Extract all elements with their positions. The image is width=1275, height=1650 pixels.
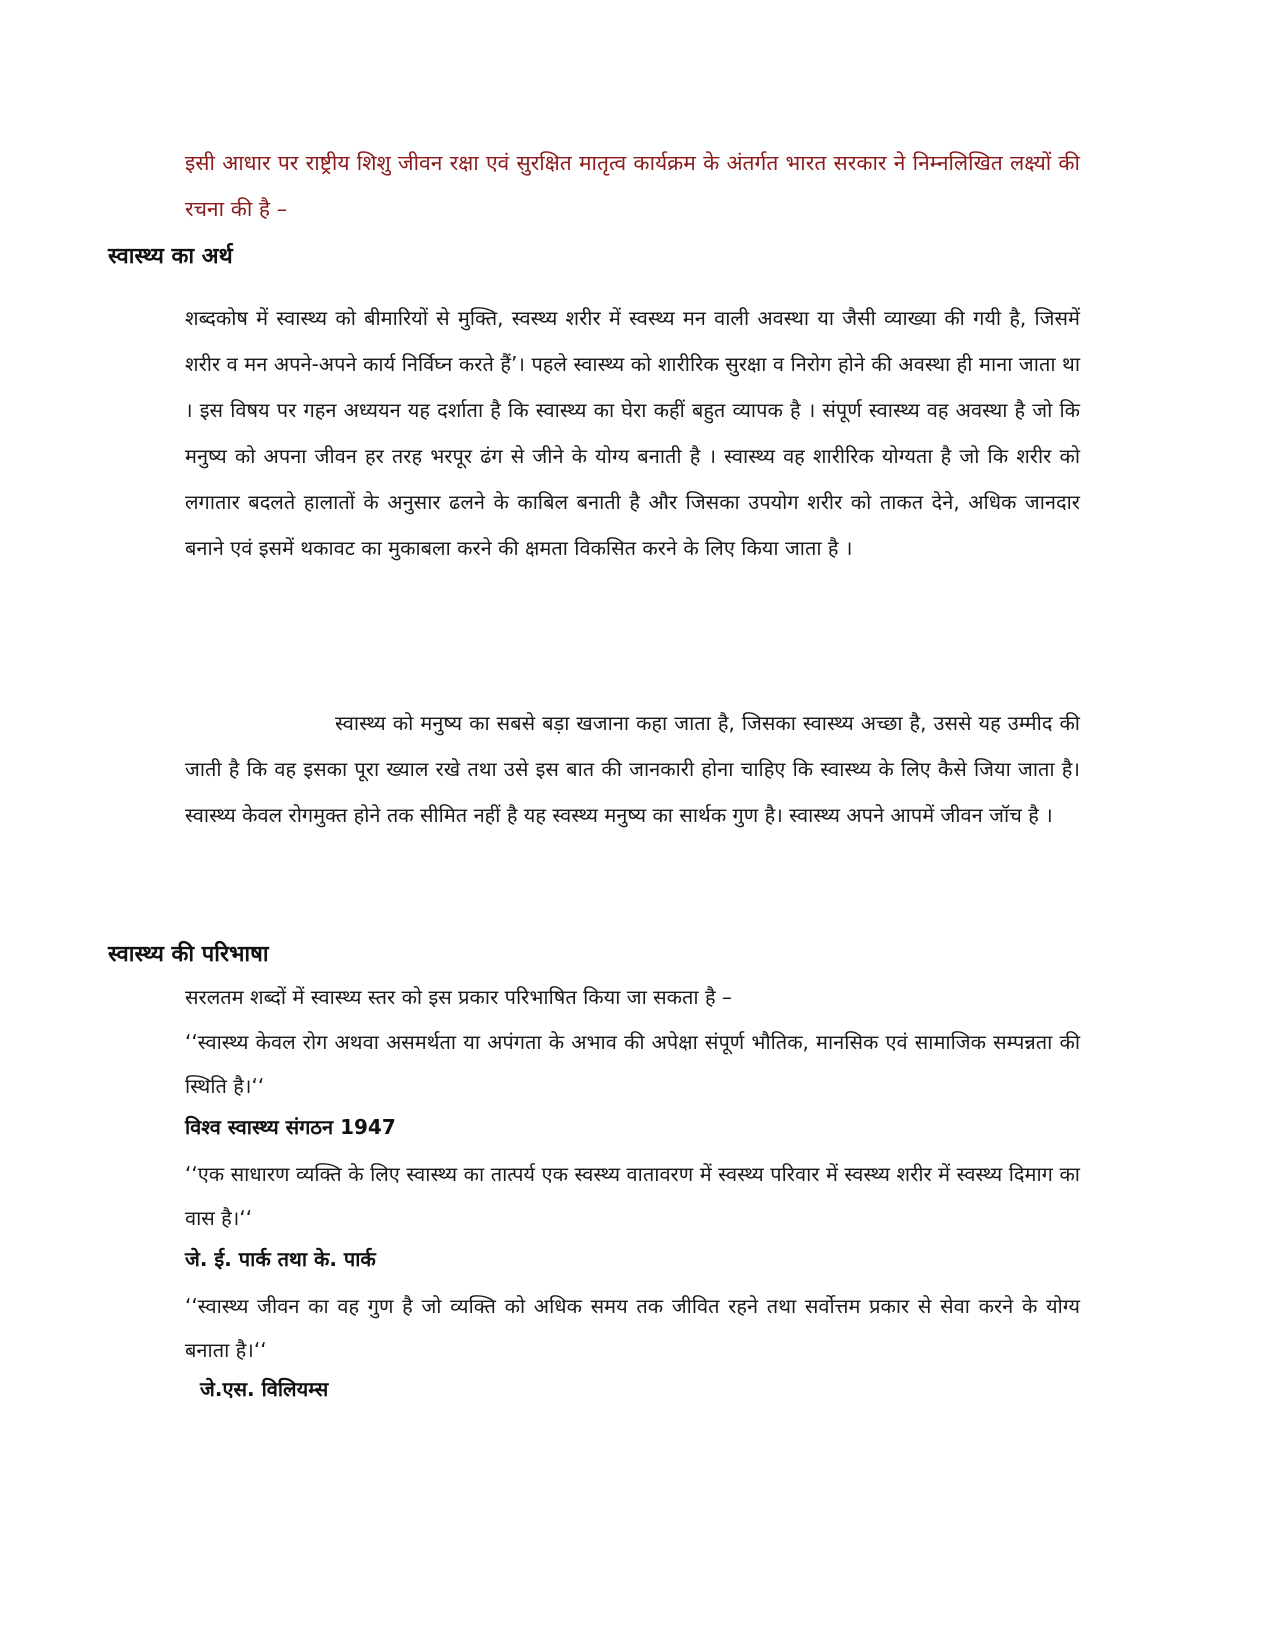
definition-lead: सरलतम शब्दों में स्वास्थ्य स्तर को इस प्रकार परिभाषित किया जा सकता है – xyxy=(185,985,732,1009)
quote-attribution-2: जे. ई. पार्क तथा के. पार्क xyxy=(185,1247,376,1271)
section-heading-meaning: स्वास्थ्य का अर्थ xyxy=(108,244,233,269)
definition-quote-3: ‘‘स्वास्थ्य जीवन का वह गुण है जो व्यक्ति को अधिक समय तक जीवित रहने तथा सर्वोत्तम प्रकार से सेवा करने के योग्य बनाता है।‘‘ xyxy=(185,1294,1080,1362)
definition-quote-1: ‘‘स्वास्थ्य केवल रोग अथवा असमर्थता या अपंगता के अभाव की अपेक्षा संपूर्ण भौतिक, मानसिक एवं सामाजिक सम्पन्नता की स्थिति है।‘‘ xyxy=(185,1030,1080,1098)
meaning-paragraph-1: शब्दकोष में स्वास्थ्य को बीमारियों से मुक्ति, स्वस्थ्य शरीर में स्वस्थ्य मन वाली अवस्था या जैसी व्याख्या की गयी है, जिसमें शरीर व मन अपने-अपने कार्य निर्विघ्न करते हैं’। पहले स्वास्थ्य को शारीरिक सुरक्षा व निरोग होने की अवस्था ही माना जाता था । इस विषय पर गहन अध्ययन यह दर्शाता है कि स्वास्थ्य का घेरा कहीं बहुत व्यापक है । संपूर्ण स्वास्थ्य वह अवस्था है जो कि मनुष्य को अपना जीवन हर तरह भरपूर ढंग से जीने के योग्य बनाती है । स्वास्थ्य वह शारीरिक योग्यता है जो कि शरीर को लगातार बदलते हालातों के अनुसार ढलने के काबिल बनाती है और जिसका उपयोग शरीर को ताकत देने, अधिक जानदार बनाने एवं इसमें थकावट का मुकाबला करने की क्षमता विकसित करने के लिए किया जाता है । xyxy=(185,306,1080,560)
section-heading-definition: स्वास्थ्य की परिभाषा xyxy=(108,942,269,967)
definition-quote-2: ‘‘एक साधारण व्यक्ति के लिए स्वास्थ्य का तात्पर्य एक स्वस्थ्य वातावरण में स्वस्थ्य परिवार में स्वस्थ्य शरीर में स्वस्थ्य दिमाग का वास है।‘‘ xyxy=(185,1162,1080,1230)
quote-attribution-3: जे.एस. विलियम्स xyxy=(200,1377,329,1401)
meaning-paragraph-2: स्वास्थ्य को मनुष्य का सबसे बड़ा खजाना कहा जाता है, जिसका स्वास्थ्य अच्छा है, उससे यह उम्मीद की जाती है कि वह इसका पूरा ख्याल रखे तथा उसे इस बात की जानकारी होना चाहिए कि स्वास्थ्य के लिए कैसे जिया जाता है। स्वास्थ्य केवल रोगमुक्त होने तक सीमित नहीं है यह स्वस्थ्य मनुष्य का सार्थक गुण है। स्वास्थ्य अपने आपमें जीवन जॉच है । xyxy=(185,711,1080,827)
quote-attribution-1: विश्व स्वास्थ्य संगठन 1947 xyxy=(185,1115,396,1139)
intro-paragraph: इसी आधार पर राष्ट्रीय शिशु जीवन रक्षा एवं सुरक्षित मातृत्व कार्यक्रम के अंतर्गत भारत सरकार ने निम्नलिखित लक्ष्यों की रचना की है – xyxy=(185,151,1080,221)
